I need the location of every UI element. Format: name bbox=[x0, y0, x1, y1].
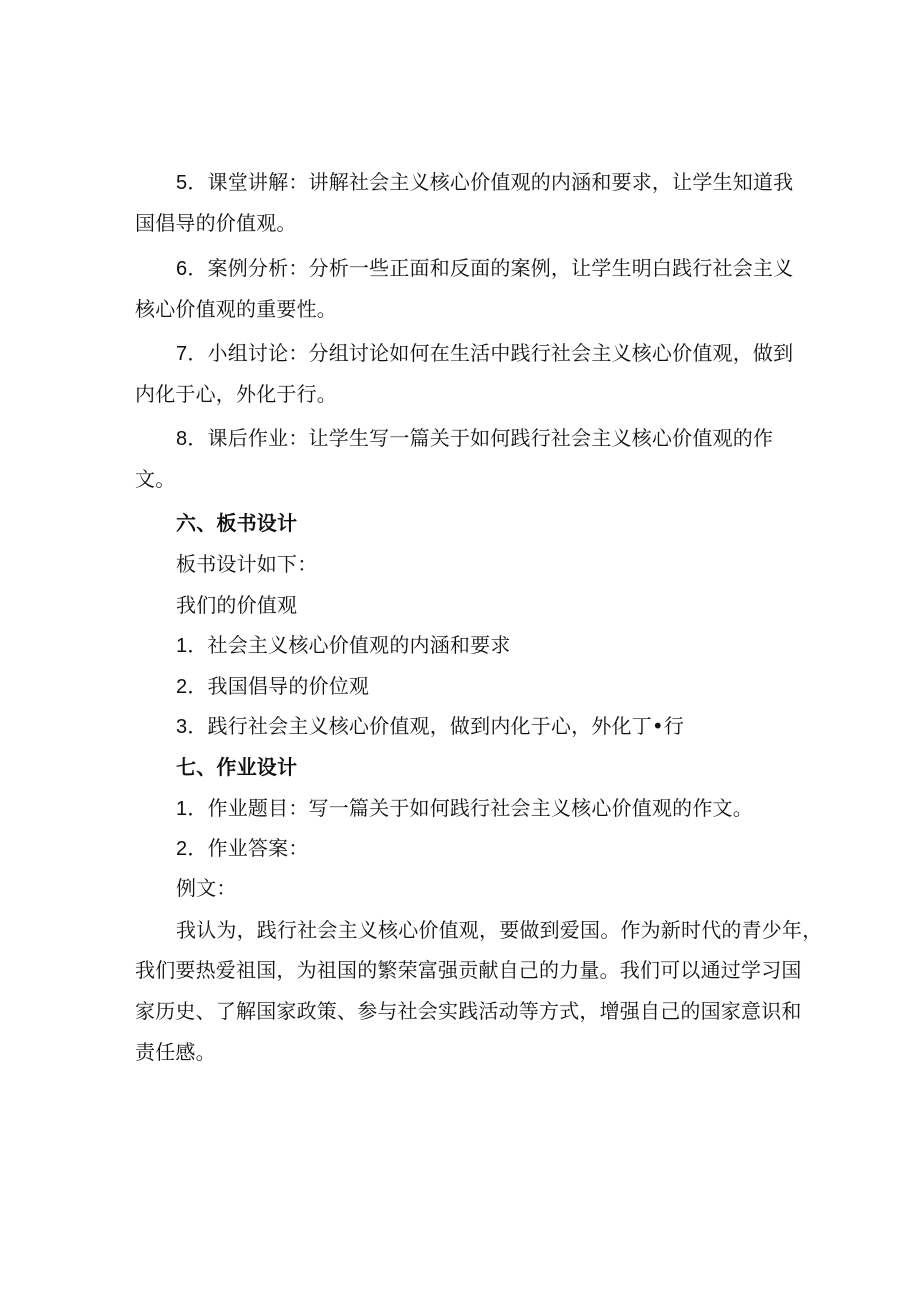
essay-line-3: 家历史、了解国家政策、参与社会实践活动等方式，增强自己的国家意识和 bbox=[135, 999, 802, 1023]
item-5-line-2: 国倡导的价值观。 bbox=[135, 211, 297, 235]
item-text: ．作业答案： bbox=[187, 836, 309, 860]
board-title: 我们的价值观 bbox=[176, 593, 298, 617]
item-number: 3 bbox=[176, 716, 188, 738]
item-number: 8 bbox=[176, 428, 188, 450]
item-number: 2 bbox=[176, 838, 188, 860]
item-text: ．案例分析：分析一些正面和反面的案例，让学生明白践行社会主义 bbox=[187, 256, 794, 280]
item-text: ．课后作业：让学生写一篇关于如何践行社会主义核心价值观的作 bbox=[187, 426, 774, 450]
item-text: ．作业题目：写一篇关于如何践行社会主义核心价值观的作文。 bbox=[187, 796, 753, 820]
section-7-heading: 七、作业设计 bbox=[176, 755, 298, 779]
example-label: 例文： bbox=[176, 876, 237, 900]
board-point-2 bbox=[176, 674, 369, 699]
item-6-line-2: 核心价值观的重要性。 bbox=[135, 297, 337, 321]
item-number: 5 bbox=[176, 172, 188, 194]
item-8-line-1 bbox=[176, 426, 773, 451]
board-intro: 板书设计如下： bbox=[176, 552, 318, 576]
homework-item-2 bbox=[176, 836, 309, 861]
item-8-line-2: 文。 bbox=[135, 467, 176, 491]
essay-line-1: 我认为，践行社会主义核心价值观，要做到爱国。作为新时代的青少年， bbox=[176, 918, 823, 942]
item-number: 7 bbox=[176, 343, 188, 365]
essay-line-2: 我们要热爱祖国，为祖国的繁荣富强贡献自己的力量。我们可以通过学习国 bbox=[135, 958, 802, 982]
item-number: 1 bbox=[176, 635, 188, 657]
homework-item-1 bbox=[176, 796, 753, 821]
item-text: ．我国倡导的价位观 bbox=[187, 674, 370, 698]
item-number: 1 bbox=[176, 798, 188, 820]
item-number: 2 bbox=[176, 676, 188, 698]
essay-line-4: 责任感。 bbox=[135, 1040, 216, 1064]
item-6-line-1 bbox=[176, 256, 793, 281]
item-text: ．课堂讲解：讲解社会主义核心价值观的内涵和要求，让学生知道我 bbox=[187, 170, 794, 194]
item-7-line-2: 内化于心，外化于行。 bbox=[135, 382, 337, 406]
item-text: ．社会主义核心价值观的内涵和要求 bbox=[187, 633, 511, 657]
item-text: ．小组讨论：分组讨论如何在生活中践行社会主义核心价值观，做到 bbox=[187, 341, 794, 365]
item-number: 6 bbox=[176, 258, 188, 280]
board-point-3 bbox=[176, 714, 684, 739]
section-6-heading: 六、板书设计 bbox=[176, 511, 298, 535]
item-5-line-1 bbox=[176, 170, 793, 195]
item-7-line-1 bbox=[176, 341, 793, 366]
item-text: ．践行社会主义核心价值观，做到内化于心，外化丁•行 bbox=[187, 714, 685, 738]
board-point-1 bbox=[176, 633, 511, 658]
